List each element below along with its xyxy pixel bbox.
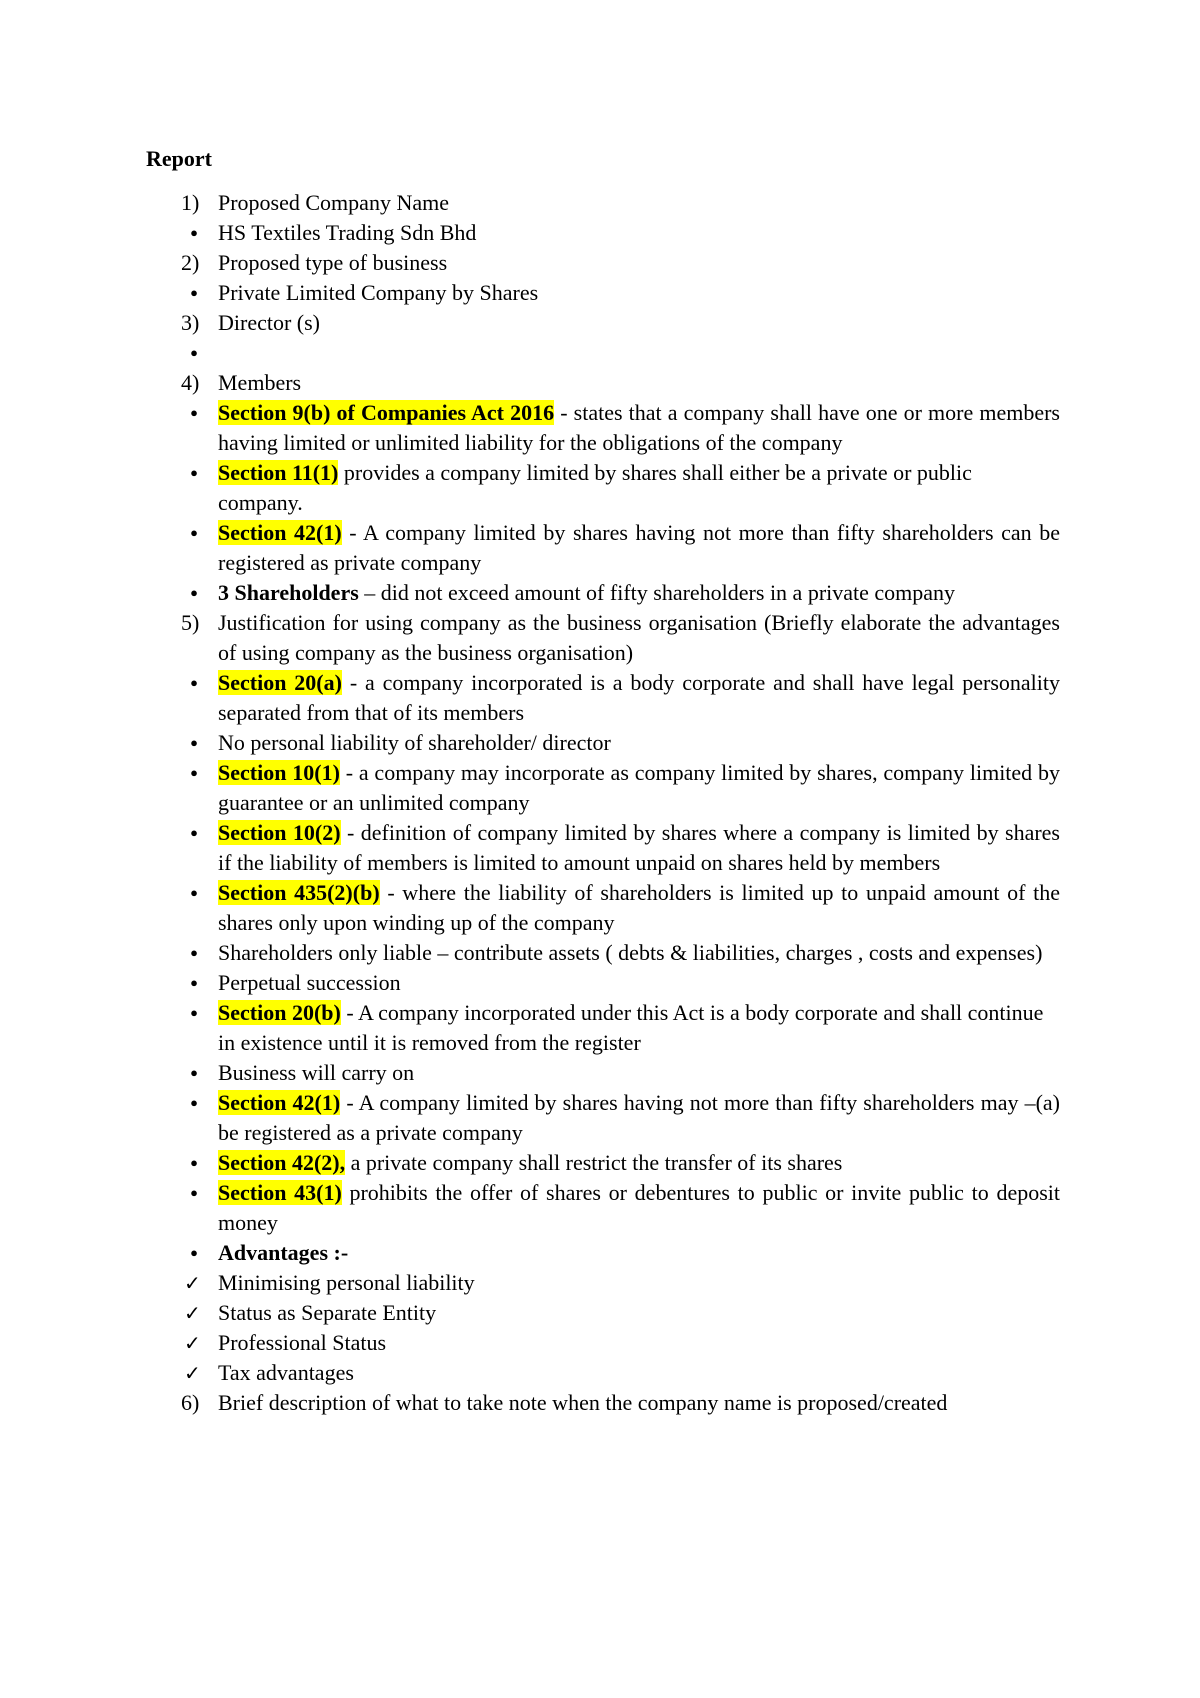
item-number: 2) [181,250,200,275]
bullet-icon [188,518,200,548]
advantage-item: ✓ Professional Status [218,1328,1060,1358]
item-label: Proposed Company Name [218,190,449,215]
bullet-icon [188,758,200,788]
section-highlight: Section 42(1) [218,520,342,545]
bullet-icon [188,578,200,608]
bullet-icon [188,458,200,488]
section-highlight: Section 9(b) of Companies Act 2016 [218,400,555,425]
bullet-icon [188,1238,200,1268]
section-highlight: Section 43(1) [218,1180,342,1205]
document-content [146,144,1060,1418]
bullet-item: ● Section 20(a) - a company incorporated is a body corporate and shall have legal personality separated from that of its members [218,668,1060,728]
report-title: Report [146,146,212,171]
bullet-item: ● Section 9(b) of Companies Act 2016 - states that a company shall have one or more members having limited or unlimited liability for the obligations of the company [218,398,1060,458]
bullet-icon [188,998,200,1028]
bullet-icon [188,218,200,248]
sub-list [184,668,1061,1388]
bullet-item: ● Shareholders only liable – contribute assets ( debts & liabilities, charges , costs and expenses) [218,938,1060,968]
item-label: Director (s) [218,310,321,335]
item-label: Members [218,370,302,395]
bullet-item: ● Section 20(b) - A company incorporated under this Act is a body corporate and shall continue in existence until it is removed from the register [218,998,1060,1058]
item-number: 1) [181,190,200,215]
bullet-icon [188,398,200,428]
item-number: 5) [181,610,200,635]
bullet-item: ● HS Textiles Trading Sdn Bhd [218,218,1060,248]
bullet-item: ● Private Limited Company by Shares [218,278,1060,308]
bullet-icon [188,728,200,758]
bullet-item: ● Section 43(1) prohibits the offer of shares or debentures to public or invite public to deposit money [218,1178,1060,1238]
section-highlight: Section 10(2) [218,820,341,845]
list-item-4 [146,368,1060,608]
bullet-icon [188,1088,200,1118]
section-highlight: Section 11(1) [218,460,339,485]
bullet-item: ● Section 435(2)(b) - where the liability of shareholders is limited up to unpaid amount of the shares only upon winding up of the company [218,878,1060,938]
bullet-item-empty [218,338,1060,368]
bullet-item: ● Business will carry on [218,1058,1060,1088]
advantages-list [146,1268,1060,1388]
section-highlight: Section 10(1) [218,760,340,785]
bullet-icon [188,1148,200,1178]
item-label: Brief description of what to take note when the company name is proposed/created [218,1390,948,1415]
bullet-item: ● Section 10(1) - a company may incorporate as company limited by shares, company limited by guarantee or an unlimited company [218,758,1060,818]
item-label: Proposed type of business [218,250,448,275]
item-number: 3) [181,310,200,335]
section-highlight: Section 435(2)(b) [218,880,380,905]
report-list [146,188,1060,1418]
item-number: 4) [181,370,200,395]
list-item-3 [146,308,1060,368]
bullet-icon [188,278,200,308]
checkmark-icon: ✓ [184,1271,201,1295]
bullet-item: ● Section 42(2), a private company shall restrict the transfer of its shares [218,1148,1060,1178]
bullet-icon [188,1178,200,1208]
bold-text: 3 Shareholders [218,580,359,605]
item-number: 6) [181,1390,200,1415]
advantage-item: ✓ Tax advantages [218,1358,1060,1388]
section-highlight: Section 20(a) [218,670,342,695]
list-item-6 [146,1388,1060,1418]
bullet-icon [188,1058,200,1088]
bullet-item [184,1238,1060,1388]
bullet-icon [188,968,200,998]
sub-list [218,218,1060,248]
checkmark-icon: ✓ [184,1361,201,1385]
bullet-item: ● Perpetual succession [218,968,1060,998]
bullet-item: ● Section 10(2) - definition of company limited by shares where a company is limited by shares if the liability of members is limited to amount unpaid on shares held by members [218,818,1060,878]
bullet-item: ● Section 42(1) - A company limited by shares having not more than fifty shareholders can be registered as private company [218,518,1060,578]
section-highlight: Section 20(b) [218,1000,341,1025]
bullet-icon [188,818,200,848]
checkmark-icon: ✓ [184,1301,201,1325]
checkmark-icon: ✓ [184,1331,201,1355]
sub-list [218,278,1060,308]
bullet-icon [188,938,200,968]
advantage-item: ✓ Minimising personal liability [218,1268,1060,1298]
list-item-2 [146,248,1060,308]
section-highlight: Section 42(2), [218,1150,346,1175]
advantage-item: ✓ Status as Separate Entity [218,1298,1060,1328]
bold-text: Advantages :- [218,1240,349,1265]
bullet-item: ● 3 Shareholders – did not exceed amount of fifty shareholders in a private company [218,578,1060,608]
bullet-icon [188,668,200,698]
bullet-icon [188,878,200,908]
bullet-item: ● Section 42(1) - A company limited by shares having not more than fifty shareholders may –(a) be registered as a private company [218,1088,1060,1148]
item-label: Justification for using company as the business organisation (Briefly elaborate the advantages of using company as the business organisation) [218,610,1060,665]
bullet-item: ● Section 11(1) provides a company limited by shares shall either be a private or public company. [218,458,1060,518]
bullet-item: ● No personal liability of shareholder/ director [218,728,1060,758]
sub-list [218,338,1060,368]
bullet-icon [188,338,200,368]
sub-list [218,398,1060,608]
section-highlight: Section 42(1) [218,1090,341,1115]
list-item-1 [146,188,1060,248]
list-item-5 [146,608,1060,1388]
